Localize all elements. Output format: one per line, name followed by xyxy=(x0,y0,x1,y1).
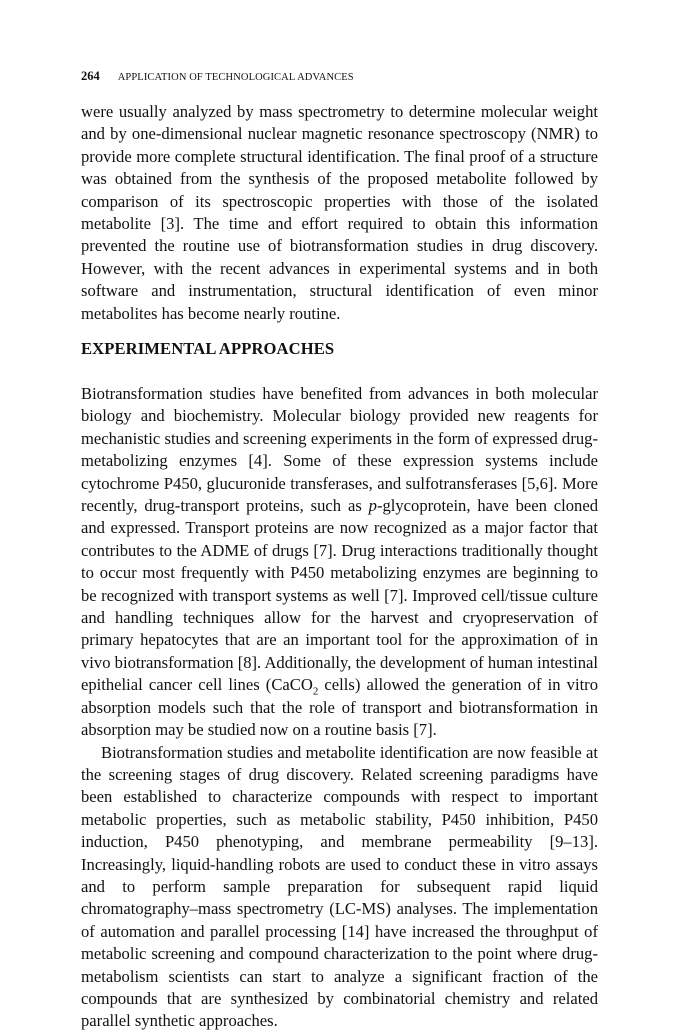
page-number: 264 xyxy=(81,69,100,83)
paragraph-1 xyxy=(81,383,598,742)
paragraph-2: Biotransformation studies and metabolite identification are now feasible at the screening stages of drug discovery. Related screening paradigms have been established to characterize compounds with respect to important metabolic properties, such as metabolic stability, P450 inhibition, P450 induction, P450 phenotyping, and membrane permeability [9–13]. Increasingly, liquid-handling robots are used to conduct these in vitro assays and to perform sample preparation for subsequent rapid liquid chromatography–mass spectrometry (LC-MS) analyses. The implementation of automation and parallel processing [14] have increased the throughput of metabolic screening and compound characterization to the point where drug-metabolism scientists can start to analyze a significant fraction of the compounds that are synthesized by combinatorial chemistry and related parallel synthetic approaches. xyxy=(81,742,598,1031)
paragraph-1-part-b: -glycoprotein, have been cloned and expressed. Transport proteins are now recognized as a major factor that contributes to the ADME of drugs [7]. Drug interactions traditionally thought to occur most frequently with P450 metabolizing enzymes are beginning to be recognized with transport systems as well [7]. Improved cell/tissue culture and handling techniques allow for the harvest and cryopreservation of primary hepatocytes that are an important tool for the approximation of in vivo biotransformation [8]. Additionally, the development of human intestinal epithelial cancer cell lines (CaCO xyxy=(81,496,598,695)
running-header xyxy=(81,67,601,85)
running-title: APPLICATION OF TECHNOLOGICAL ADVANCES xyxy=(117,72,354,83)
section-heading: EXPERIMENTAL APPROACHES xyxy=(81,339,335,358)
paragraph-1-part-c: cells) allowed the generation of in vitro absorption models such that the role of transport and biotransformation in absorption may be studied now on a routine basis [7]. xyxy=(81,675,598,740)
subscript-2: 2 xyxy=(312,685,319,698)
paragraph-1-part-a: Biotransformation studies have benefited from advances in both molecular biology and biochemistry. Molecular biology provided new reagents for mechanistic studies and screening experiments in the form of expressed drug-metabolizing enzymes [4]. Some of these expression systems include cytochrome P450, glucuronide transferases, and sulfotransferases [5,6]. More recently, drug-transport proteins, such as xyxy=(81,384,598,516)
italic-p: p xyxy=(368,496,377,516)
section-body xyxy=(81,383,598,1033)
intro-paragraph: were usually analyzed by mass spectrometry to determine molecular weight and by one-dimensional nuclear magnetic resonance spectroscopy (NMR) to provide more complete structural identification. The final proof of a structure was obtained from the synthesis of the proposed metabolite followed by comparison of its spectroscopic properties with those of the isolated metabolite [3]. The time and effort required to obtain this information prevented the routine use of biotransformation studies in drug discovery. However, with the recent advances in experimental systems and in both software and instrumentation, structural identification of even minor metabolites has become nearly routine. xyxy=(81,102,598,323)
